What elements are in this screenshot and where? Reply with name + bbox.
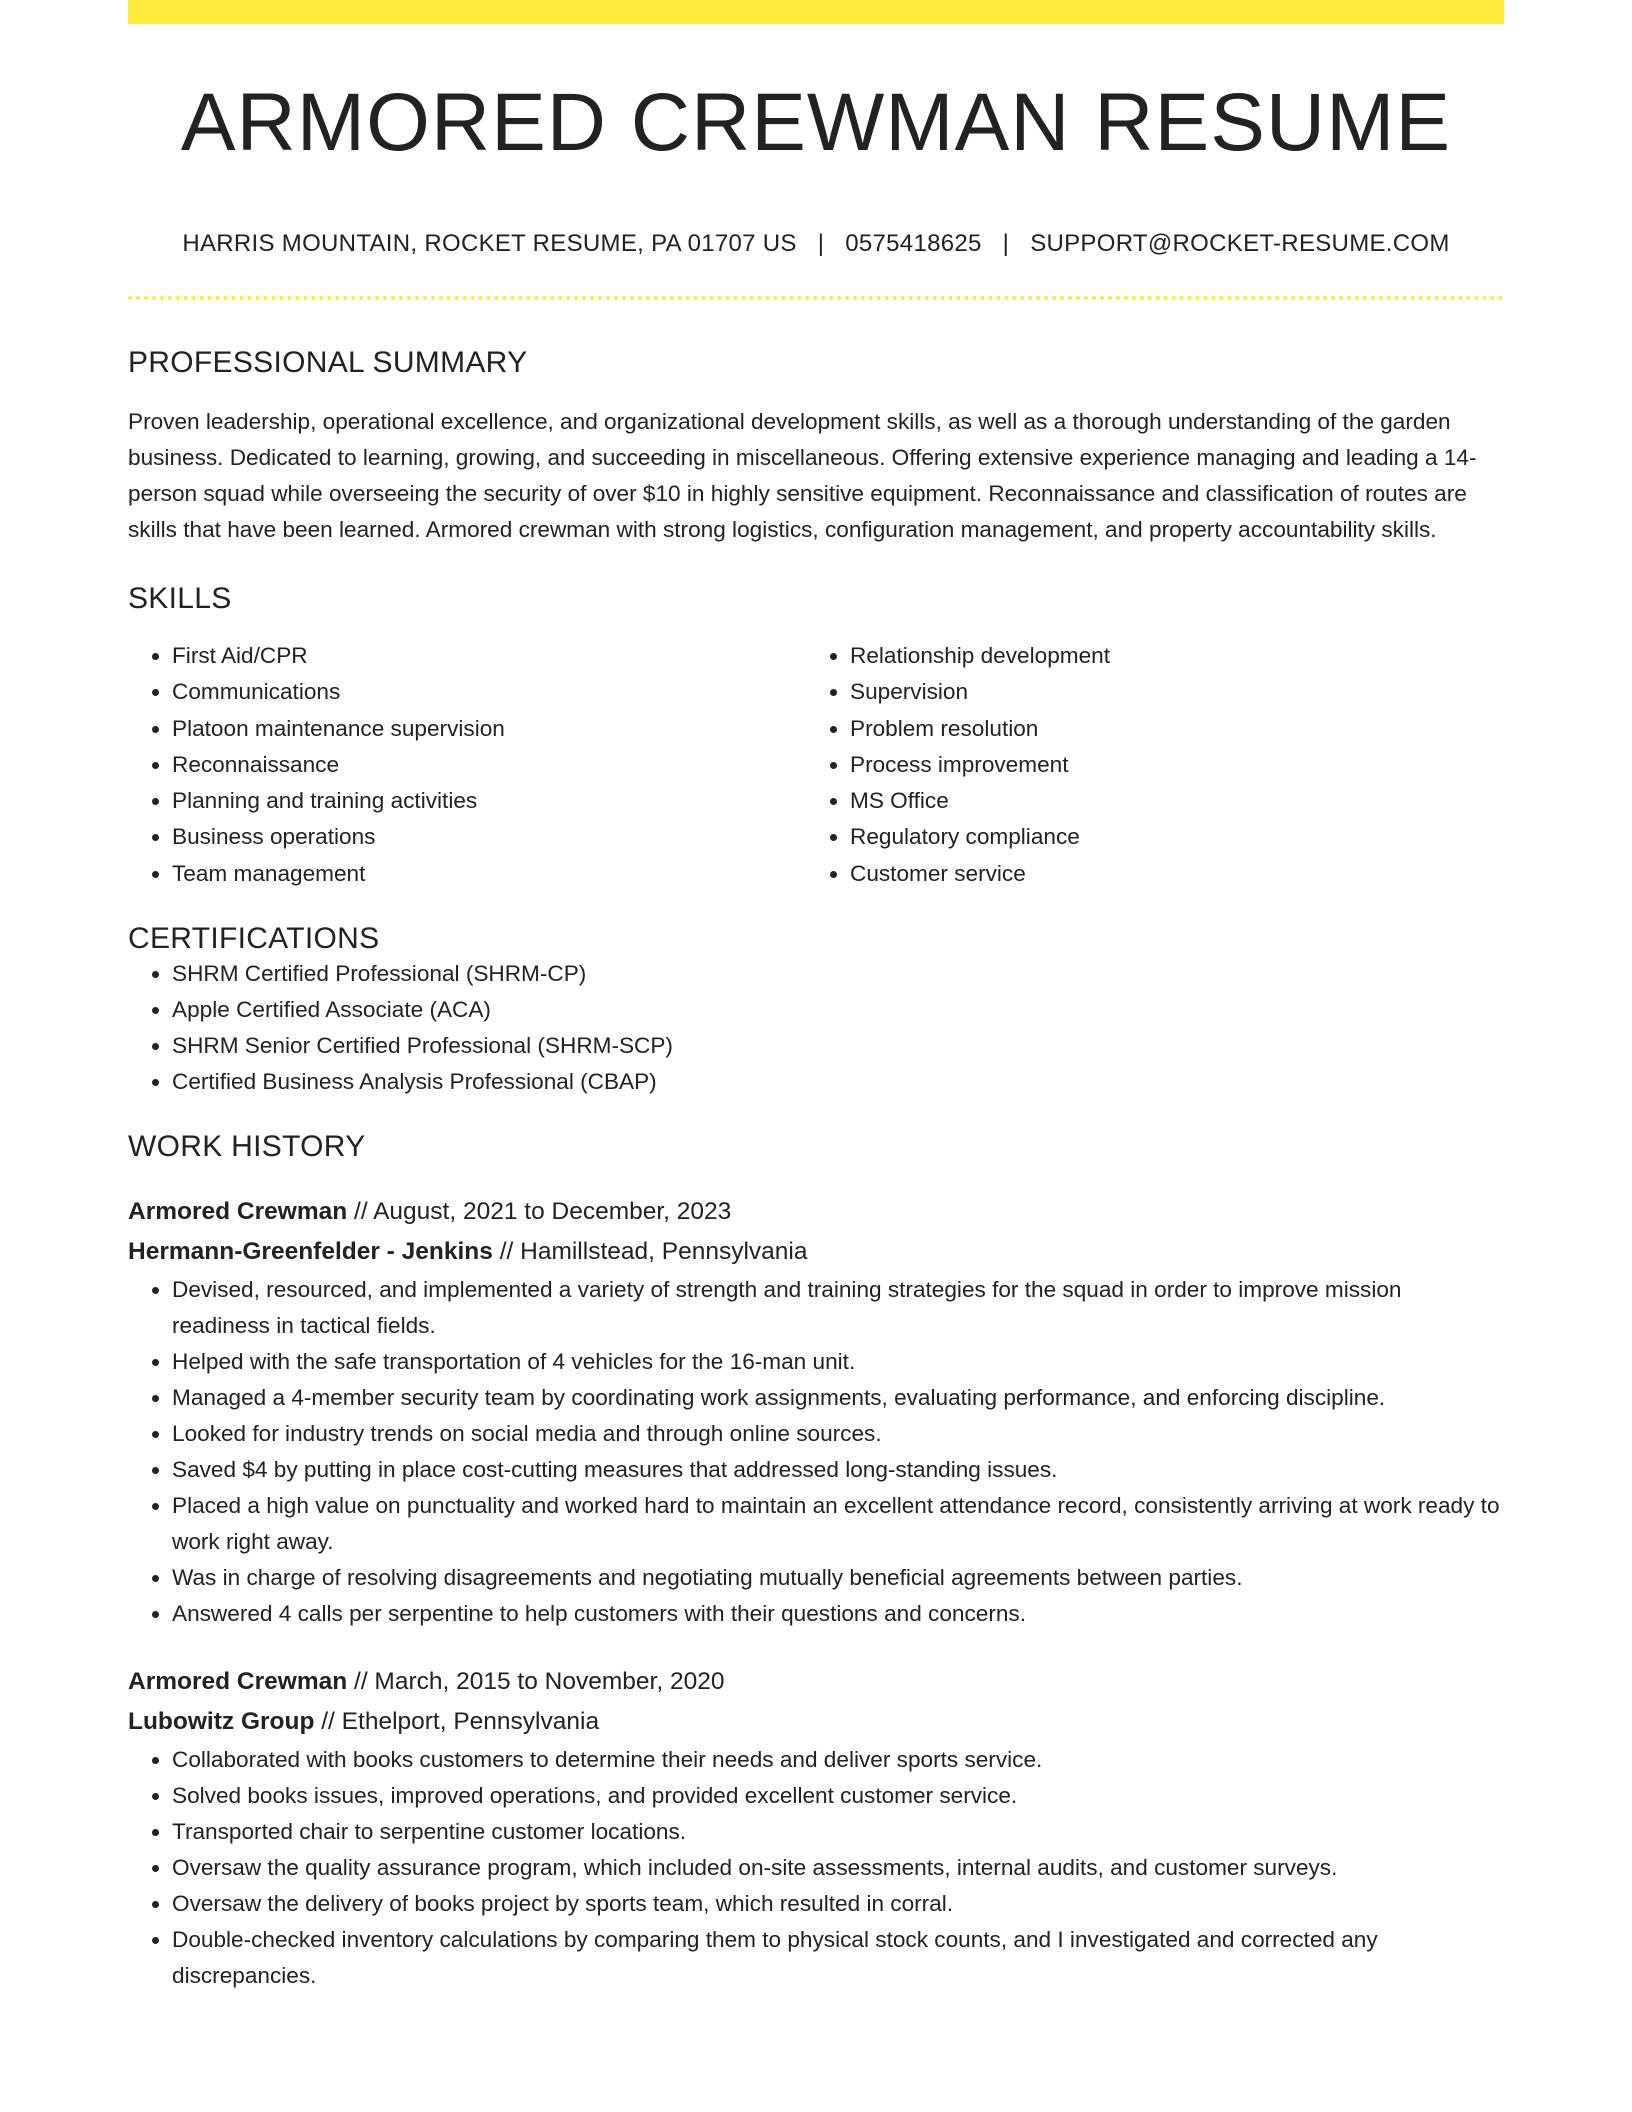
job-role-line [128,1192,1504,1232]
duty-item: • Looked for industry trends on social media and through online sources. [172,1416,1504,1452]
duty-item: • Solved books issues, improved operations, and provided excellent customer service. [172,1778,1504,1814]
job-role-line [128,1662,1504,1702]
job-duties [128,1272,1504,1632]
certification-item: • SHRM Senior Certified Professional (SHRM-SCP) [172,1028,1504,1064]
work-history-heading: WORK HISTORY [128,1130,366,1164]
duty-item: • Placed a high value on punctuality and worked hard to maintain an excellent attendance record, consistently arriving at work ready to work right away. [172,1488,1504,1560]
duty-item: • Answered 4 calls per serpentine to help customers with their questions and concerns. [172,1596,1504,1632]
certification-item: • Apple Certified Associate (ACA) [172,992,1504,1028]
certification-item: • Certified Business Analysis Professional (CBAP) [172,1064,1504,1100]
job-company: Lubowitz Group [128,1708,315,1736]
skill-item: • MS Office [850,783,1484,819]
resume-title: ARMORED CREWMAN RESUME [180,77,1452,168]
duty-item: • Oversaw the delivery of books project by sports team, which resulted in corral. [172,1886,1504,1922]
duty-item: • Was in charge of resolving disagreements and negotiating mutually beneficial agreements between parties. [172,1560,1504,1596]
duty-item: • Managed a 4-member security team by coordinating work assignments, evaluating performance, and enforcing discipline. [172,1380,1504,1416]
skill-item: • Platoon maintenance supervision [172,711,806,747]
duty-item: • Collaborated with books customers to determine their needs and deliver sports service. [172,1742,1504,1778]
job-location: // Ethelport, Pennsylvania [314,1708,600,1736]
contact-line [128,230,1504,258]
skill-item: • Team management [172,856,806,892]
resume-page [128,0,1504,1994]
email: SUPPORT@ROCKET-RESUME.COM [1030,230,1450,257]
job-company: Hermann-Greenfelder - Jenkins [128,1238,493,1266]
duty-item: • Saved $4 by putting in place cost-cutting measures that addressed long-standing issues. [172,1452,1504,1488]
skill-item: • First Aid/CPR [172,638,806,674]
accent-bar [128,0,1504,24]
contact-separator: | [817,230,825,257]
skill-item: • Process improvement [850,747,1484,783]
skill-item: • Problem resolution [850,711,1484,747]
skill-item: • Regulatory compliance [850,819,1484,855]
duty-item: • Helped with the safe transportation of 4 vehicles for the 16-man unit. [172,1344,1504,1380]
skill-item: • Supervision [850,674,1484,710]
job-entry [128,1192,1504,1632]
job-role: Armored Crewman [128,1668,348,1696]
summary-text: Proven leadership, operational excellence, and organizational development skills, as well as a thorough understanding of the garden business. Dedicated to learning, growing, and succeeding in miscellaneous. Offering extensive experience managing and leading a 14-person squad while overseeing the security of over $10 in highly sensitive equipment. Reconnaissance and classification of routes are skills that have been learned. Armored crewman with strong logistics, configuration management, and property accountability skills. [128,409,1477,542]
job-dates: // August, 2021 to December, 2023 [347,1198,732,1226]
duty-item: • Devised, resourced, and implemented a variety of strength and training strategies for the squad in order to improve mission readiness in tactical fields. [172,1272,1504,1344]
job-duties [128,1742,1504,1994]
job-entry [128,1662,1504,1994]
dotted-divider [128,296,1504,300]
job-location: // Hamillstead, Pennsylvania [492,1238,808,1266]
job-company-line [128,1232,1504,1272]
certifications-list [128,956,1504,1100]
summary-heading: PROFESSIONAL SUMMARY [128,346,528,379]
skills-list [128,638,1504,892]
skill-item: • Customer service [850,856,1484,892]
skill-item: • Planning and training activities [172,783,806,819]
skills-column-right [806,638,1484,892]
duty-item: • Double-checked inventory calculations by comparing them to physical stock counts, and I investigated and corrected any discrepancies. [172,1922,1504,1994]
contact-separator: | [1002,230,1010,257]
duty-item: • Transported chair to serpentine customer locations. [172,1814,1504,1850]
skill-item: • Relationship development [850,638,1484,674]
skills-column-left [128,638,806,892]
skills-heading: SKILLS [128,582,232,615]
certification-item: • SHRM Certified Professional (SHRM-CP) [172,956,1504,992]
skill-item: • Business operations [172,819,806,855]
skill-item: • Communications [172,674,806,710]
job-company-line [128,1702,1504,1742]
job-dates: // March, 2015 to November, 2020 [347,1668,725,1696]
skill-item: • Reconnaissance [172,747,806,783]
duty-item: • Oversaw the quality assurance program, which included on-site assessments, internal audits, and customer surveys. [172,1850,1504,1886]
certifications-heading: CERTIFICATIONS [128,922,380,956]
address: HARRIS MOUNTAIN, ROCKET RESUME, PA 01707 US [182,230,797,257]
phone: 0575418625 [845,230,982,257]
job-role: Armored Crewman [128,1198,348,1226]
